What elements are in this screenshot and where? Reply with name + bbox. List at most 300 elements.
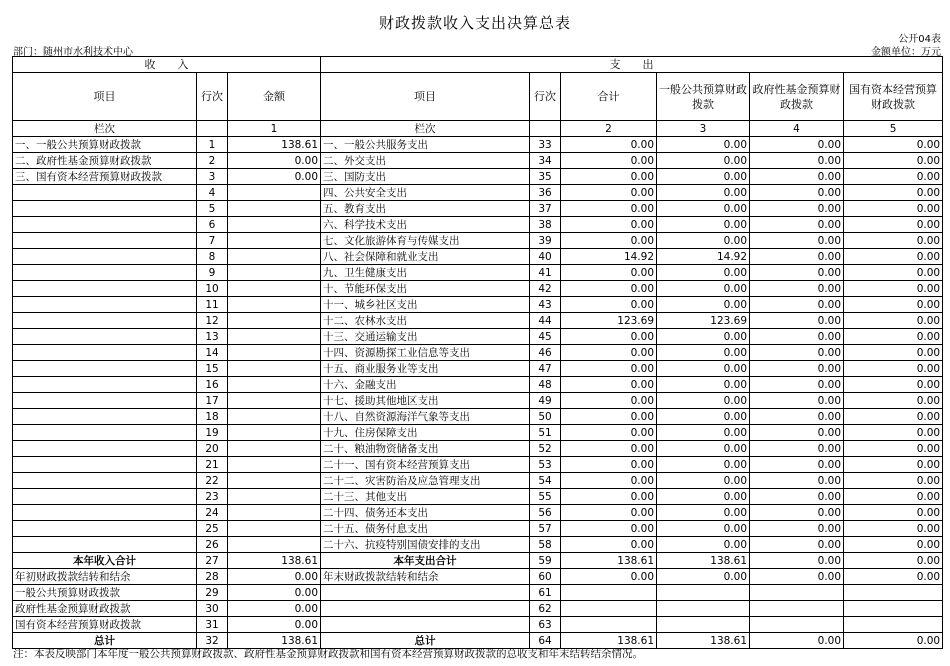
expense-item: 二、外交支出 (321, 153, 530, 169)
income-amount (228, 457, 321, 473)
expense-total: 0.00 (561, 537, 657, 553)
expense-line-no: 34 (530, 153, 561, 169)
expense-total-header: 合计 (561, 73, 657, 121)
table-row (13, 313, 943, 329)
expense-state-capital: 0.00 (844, 281, 943, 297)
income-amount (228, 185, 321, 201)
income-line-no: 29 (197, 585, 228, 601)
table-row (13, 345, 943, 361)
income-item (13, 329, 197, 345)
expense-state-capital: 0.00 (844, 313, 943, 329)
expense-line-no: 50 (530, 409, 561, 425)
expense-gov-fund: 0.00 (750, 345, 844, 361)
expense-item: 五、教育支出 (321, 201, 530, 217)
expense-line-no: 49 (530, 393, 561, 409)
expense-line-no: 47 (530, 361, 561, 377)
income-item (13, 425, 197, 441)
expense-header: 支 出 (321, 57, 943, 73)
table-row (13, 601, 943, 617)
expense-total: 138.61 (561, 553, 657, 569)
table-row (13, 521, 943, 537)
expense-item: 八、社会保障和就业支出 (321, 249, 530, 265)
expense-general-budget: 0.00 (657, 153, 750, 169)
expense-total: 0.00 (561, 505, 657, 521)
expense-state-capital: 0.00 (844, 393, 943, 409)
income-amount (228, 265, 321, 281)
department-label: 部门：随州市水利技术中心 (13, 47, 133, 58)
income-line-no: 17 (197, 393, 228, 409)
expense-gov-fund: 0.00 (750, 297, 844, 313)
expense-line-no: 58 (530, 537, 561, 553)
begin-sub-label: 国有资本经营预算财政拨款 (13, 617, 197, 633)
table-row (13, 265, 943, 281)
expense-state-capital: 0.00 (844, 361, 943, 377)
expense-gov-fund: 0.00 (750, 537, 844, 553)
expense-general-budget: 0.00 (657, 137, 750, 153)
expense-item: 一、一般公共服务支出 (321, 137, 530, 153)
expense-item: 十六、金融支出 (321, 377, 530, 393)
expense-item: 十、节能环保支出 (321, 281, 530, 297)
expense-gov-fund: 0.00 (750, 185, 844, 201)
income-amount: 0.00 (228, 601, 321, 617)
expense-line-no: 64 (530, 633, 561, 649)
expense-general-budget: 0.00 (657, 537, 750, 553)
income-item (13, 297, 197, 313)
expense-state-capital: 0.00 (844, 233, 943, 249)
expense-gov-fund: 0.00 (750, 553, 844, 569)
expense-general-budget: 0.00 (657, 185, 750, 201)
expense-gov-fund: 0.00 (750, 633, 844, 649)
expense-general-budget: 0.00 (657, 377, 750, 393)
table-row (13, 217, 943, 233)
table-row (13, 569, 943, 585)
column-number: 4 (750, 121, 844, 137)
expense-general-budget: 14.92 (657, 249, 750, 265)
income-line-no: 25 (197, 521, 228, 537)
income-amount (228, 377, 321, 393)
income-item (13, 217, 197, 233)
empty-cell (657, 601, 750, 617)
empty-cell (750, 601, 844, 617)
expense-general-budget: 0.00 (657, 361, 750, 377)
expense-line-no: 54 (530, 473, 561, 489)
income-amount (228, 313, 321, 329)
income-amount (228, 393, 321, 409)
expense-state-capital: 0.00 (844, 297, 943, 313)
expense-general-budget: 0.00 (657, 297, 750, 313)
expense-total: 0.00 (561, 425, 657, 441)
expense-item: 二十一、国有资本经营预算支出 (321, 457, 530, 473)
income-item (13, 393, 197, 409)
column-label: 栏次 (321, 121, 530, 137)
empty-cell (844, 617, 943, 633)
expense-general-budget: 0.00 (657, 265, 750, 281)
income-line-no: 4 (197, 185, 228, 201)
income-item-header: 项目 (13, 73, 197, 121)
expense-gov-fund: 0.00 (750, 393, 844, 409)
income-line-no: 18 (197, 409, 228, 425)
column-number: 1 (228, 121, 321, 137)
expense-item: 九、卫生健康支出 (321, 265, 530, 281)
income-amount: 0.00 (228, 169, 321, 185)
income-line-no: 2 (197, 153, 228, 169)
expense-gov-fund: 0.00 (750, 377, 844, 393)
income-line-no: 9 (197, 265, 228, 281)
expense-state-capital: 0.00 (844, 537, 943, 553)
income-line-no: 26 (197, 537, 228, 553)
income-line-no: 3 (197, 169, 228, 185)
table-row (13, 617, 943, 633)
expense-item: 二十五、债务付息支出 (321, 521, 530, 537)
income-amount: 138.61 (228, 137, 321, 153)
table-row (13, 185, 943, 201)
expense-general-budget: 0.00 (657, 489, 750, 505)
expense-general-budget: 0.00 (657, 569, 750, 585)
expense-gov-fund: 0.00 (750, 313, 844, 329)
income-amount (228, 441, 321, 457)
table-row (13, 409, 943, 425)
income-line-no: 12 (197, 313, 228, 329)
expense-total: 0.00 (561, 521, 657, 537)
empty-cell (844, 601, 943, 617)
expense-state-capital: 0.00 (844, 377, 943, 393)
table-row (13, 489, 943, 505)
expense-gov-fund: 0.00 (750, 281, 844, 297)
income-item (13, 521, 197, 537)
empty-cell (321, 617, 530, 633)
unit-label: 金额单位：万元 (871, 47, 941, 58)
footnote: 注：本表反映部门本年度一般公共预算财政拨款、政府性基金预算财政拨款和国有资本经营预算财政拨款的总收支和年末结转结余情况。 (13, 648, 643, 660)
expense-total: 0.00 (561, 153, 657, 169)
expense-item: 二十三、其他支出 (321, 489, 530, 505)
income-amount (228, 505, 321, 521)
empty-cell (750, 617, 844, 633)
expense-item: 七、文化旅游体育与传媒支出 (321, 233, 530, 249)
income-amount (228, 297, 321, 313)
expense-total: 0.00 (561, 233, 657, 249)
column-number: 2 (561, 121, 657, 137)
expense-total: 123.69 (561, 313, 657, 329)
expense-gov-fund: 0.00 (750, 361, 844, 377)
income-item (13, 345, 197, 361)
table-row (13, 393, 943, 409)
expense-gov-fund: 0.00 (750, 233, 844, 249)
expense-line-no: 37 (530, 201, 561, 217)
table-row (13, 585, 943, 601)
empty-cell (844, 585, 943, 601)
expense-gov-fund: 0.00 (750, 521, 844, 537)
income-item (13, 249, 197, 265)
expense-general-budget: 0.00 (657, 457, 750, 473)
expense-item: 三、国防支出 (321, 169, 530, 185)
expense-total: 0.00 (561, 377, 657, 393)
income-amount (228, 201, 321, 217)
expense-general-budget: 0.00 (657, 329, 750, 345)
expense-line-no: 53 (530, 457, 561, 473)
table-row (13, 441, 943, 457)
expense-general-budget: 0.00 (657, 425, 750, 441)
expense-total: 0.00 (561, 297, 657, 313)
form-code: 公开04表 (898, 34, 941, 45)
income-line-no: 16 (197, 377, 228, 393)
expense-total: 0.00 (561, 441, 657, 457)
expense-total: 14.92 (561, 249, 657, 265)
begin-balance-label: 年初财政拨款结转和结余 (13, 569, 197, 585)
table-row (13, 425, 943, 441)
income-line-no: 23 (197, 489, 228, 505)
income-amount (228, 233, 321, 249)
column-label: 栏次 (13, 121, 197, 137)
expense-line-no: 45 (530, 329, 561, 345)
income-item (13, 441, 197, 457)
expense-state-capital: 0.00 (844, 489, 943, 505)
expense-total: 0.00 (561, 137, 657, 153)
expense-gov-fund: 0.00 (750, 409, 844, 425)
income-item: 二、政府性基金预算财政拨款 (13, 153, 197, 169)
expense-line-no: 55 (530, 489, 561, 505)
expense-general-budget: 0.00 (657, 505, 750, 521)
income-line-no: 8 (197, 249, 228, 265)
expense-state-capital: 0.00 (844, 553, 943, 569)
expense-general-budget: 138.61 (657, 633, 750, 649)
income-line-no: 21 (197, 457, 228, 473)
column-number: 5 (844, 121, 943, 137)
table-row (13, 377, 943, 393)
expense-total: 0.00 (561, 489, 657, 505)
begin-sub-label: 一般公共预算财政拨款 (13, 585, 197, 601)
income-line-no: 11 (197, 297, 228, 313)
table-row (13, 329, 943, 345)
year-income-total-label: 本年收入合计 (13, 553, 197, 569)
expense-general-budget: 0.00 (657, 345, 750, 361)
expense-total: 0.00 (561, 217, 657, 233)
table-row (13, 201, 943, 217)
table-row (13, 153, 943, 169)
expense-item: 二十二、灾害防治及应急管理支出 (321, 473, 530, 489)
income-line-header: 行次 (197, 73, 228, 121)
expense-line-header: 行次 (530, 73, 561, 121)
year-expense-total-label: 本年支出合计 (321, 553, 530, 569)
expense-line-no: 51 (530, 425, 561, 441)
income-item (13, 473, 197, 489)
income-item (13, 185, 197, 201)
expense-line-no: 40 (530, 249, 561, 265)
expense-state-capital: 0.00 (844, 457, 943, 473)
expense-state-capital: 0.00 (844, 169, 943, 185)
expense-gov-fund: 0.00 (750, 153, 844, 169)
expense-line-no: 44 (530, 313, 561, 329)
expense-line-no: 48 (530, 377, 561, 393)
income-amount: 0.00 (228, 585, 321, 601)
page-title: 财政拨款收入支出决算总表 (378, 14, 571, 32)
income-line-no: 5 (197, 201, 228, 217)
income-item (13, 409, 197, 425)
expense-line-no: 39 (530, 233, 561, 249)
expense-item: 二十、粮油物资储备支出 (321, 441, 530, 457)
expense-line-no: 35 (530, 169, 561, 185)
expense-total: 0.00 (561, 201, 657, 217)
income-line-no: 13 (197, 329, 228, 345)
table-row (13, 473, 943, 489)
expense-state-capital: 0.00 (844, 409, 943, 425)
expense-line-no: 42 (530, 281, 561, 297)
expense-state-capital: 0.00 (844, 505, 943, 521)
expense-line-no: 41 (530, 265, 561, 281)
expense-gov-fund: 0.00 (750, 329, 844, 345)
expense-total: 0.00 (561, 473, 657, 489)
expense-general-budget: 0.00 (657, 233, 750, 249)
expense-line-no: 62 (530, 601, 561, 617)
end-balance-label: 年末财政拨款结转和结余 (321, 569, 530, 585)
expense-gov-fund: 0.00 (750, 249, 844, 265)
empty-cell (750, 585, 844, 601)
expense-total: 0.00 (561, 185, 657, 201)
expense-gov-fund: 0.00 (750, 505, 844, 521)
expense-total: 0.00 (561, 169, 657, 185)
expense-state-capital: 0.00 (844, 473, 943, 489)
expense-gov-fund: 0.00 (750, 137, 844, 153)
expense-total: 0.00 (561, 329, 657, 345)
table-row (13, 457, 943, 473)
expense-state-capital: 0.00 (844, 441, 943, 457)
general-budget-header: 一般公共预算财政拨款 (657, 73, 750, 121)
expense-item: 六、科学技术支出 (321, 217, 530, 233)
expense-total: 0.00 (561, 457, 657, 473)
expense-general-budget: 0.00 (657, 393, 750, 409)
empty-cell (530, 121, 561, 137)
income-amount: 138.61 (228, 633, 321, 649)
income-item (13, 457, 197, 473)
expense-gov-fund: 0.00 (750, 169, 844, 185)
expense-item: 十五、商业服务业等支出 (321, 361, 530, 377)
income-item (13, 281, 197, 297)
expense-line-no: 46 (530, 345, 561, 361)
expense-total: 0.00 (561, 361, 657, 377)
expense-gov-fund: 0.00 (750, 217, 844, 233)
income-amount: 0.00 (228, 617, 321, 633)
expense-item: 十七、援助其他地区支出 (321, 393, 530, 409)
income-amount: 0.00 (228, 153, 321, 169)
income-item (13, 201, 197, 217)
expense-gov-fund: 0.00 (750, 489, 844, 505)
fiscal-summary-table (12, 56, 943, 649)
expense-total: 0.00 (561, 393, 657, 409)
expense-general-budget: 0.00 (657, 441, 750, 457)
expense-state-capital: 0.00 (844, 185, 943, 201)
expense-state-capital: 0.00 (844, 521, 943, 537)
grand-total-label: 总计 (13, 633, 197, 649)
expense-general-budget: 0.00 (657, 169, 750, 185)
income-line-no: 19 (197, 425, 228, 441)
income-amount (228, 489, 321, 505)
expense-item-header: 项目 (321, 73, 530, 121)
expense-state-capital: 0.00 (844, 633, 943, 649)
expense-state-capital: 0.00 (844, 569, 943, 585)
expense-line-no: 33 (530, 137, 561, 153)
expense-state-capital: 0.00 (844, 217, 943, 233)
expense-total: 0.00 (561, 281, 657, 297)
income-item (13, 377, 197, 393)
expense-general-budget: 0.00 (657, 521, 750, 537)
table-row (13, 137, 943, 153)
income-line-no: 27 (197, 553, 228, 569)
expense-gov-fund: 0.00 (750, 441, 844, 457)
expense-item: 四、公共安全支出 (321, 185, 530, 201)
expense-gov-fund: 0.00 (750, 425, 844, 441)
column-number: 3 (657, 121, 750, 137)
expense-state-capital: 0.00 (844, 249, 943, 265)
table-row (13, 297, 943, 313)
table-row (13, 553, 943, 569)
expense-state-capital: 0.00 (844, 265, 943, 281)
begin-sub-label: 政府性基金预算财政拨款 (13, 601, 197, 617)
income-line-no: 10 (197, 281, 228, 297)
expense-gov-fund: 0.00 (750, 569, 844, 585)
income-amount-header: 金额 (228, 73, 321, 121)
empty-cell (321, 601, 530, 617)
expense-item: 十二、农林水支出 (321, 313, 530, 329)
income-line-no: 32 (197, 633, 228, 649)
expense-line-no: 38 (530, 217, 561, 233)
income-item (13, 265, 197, 281)
income-item (13, 489, 197, 505)
expense-gov-fund: 0.00 (750, 473, 844, 489)
expense-general-budget: 0.00 (657, 409, 750, 425)
income-amount (228, 409, 321, 425)
expense-total: 0.00 (561, 409, 657, 425)
expense-general-budget: 0.00 (657, 217, 750, 233)
income-line-no: 20 (197, 441, 228, 457)
income-item: 一、一般公共预算财政拨款 (13, 137, 197, 153)
income-line-no: 15 (197, 361, 228, 377)
expense-general-budget: 123.69 (657, 313, 750, 329)
expense-line-no: 59 (530, 553, 561, 569)
gov-fund-header: 政府性基金预算财政拨款 (750, 73, 844, 121)
expense-state-capital: 0.00 (844, 345, 943, 361)
expense-total: 138.61 (561, 633, 657, 649)
income-line-no: 1 (197, 137, 228, 153)
empty-cell (561, 601, 657, 617)
income-line-no: 22 (197, 473, 228, 489)
expense-item: 十三、交通运输支出 (321, 329, 530, 345)
table-row (13, 505, 943, 521)
expense-gov-fund: 0.00 (750, 265, 844, 281)
income-amount (228, 361, 321, 377)
expense-state-capital: 0.00 (844, 201, 943, 217)
income-item: 三、国有资本经营预算财政拨款 (13, 169, 197, 185)
income-item (13, 537, 197, 553)
expense-item: 二十四、债务还本支出 (321, 505, 530, 521)
expense-line-no: 56 (530, 505, 561, 521)
table-row (13, 537, 943, 553)
empty-cell (321, 585, 530, 601)
expense-state-capital: 0.00 (844, 153, 943, 169)
income-amount: 0.00 (228, 569, 321, 585)
income-item (13, 233, 197, 249)
income-item (13, 505, 197, 521)
expense-total: 0.00 (561, 569, 657, 585)
expense-state-capital: 0.00 (844, 425, 943, 441)
income-header: 收 入 (13, 57, 321, 73)
expense-general-budget: 138.61 (657, 553, 750, 569)
expense-item: 十八、自然资源海洋气象等支出 (321, 409, 530, 425)
empty-cell (561, 617, 657, 633)
expense-line-no: 60 (530, 569, 561, 585)
expense-total: 0.00 (561, 345, 657, 361)
income-line-no: 14 (197, 345, 228, 361)
income-amount (228, 281, 321, 297)
expense-line-no: 52 (530, 441, 561, 457)
